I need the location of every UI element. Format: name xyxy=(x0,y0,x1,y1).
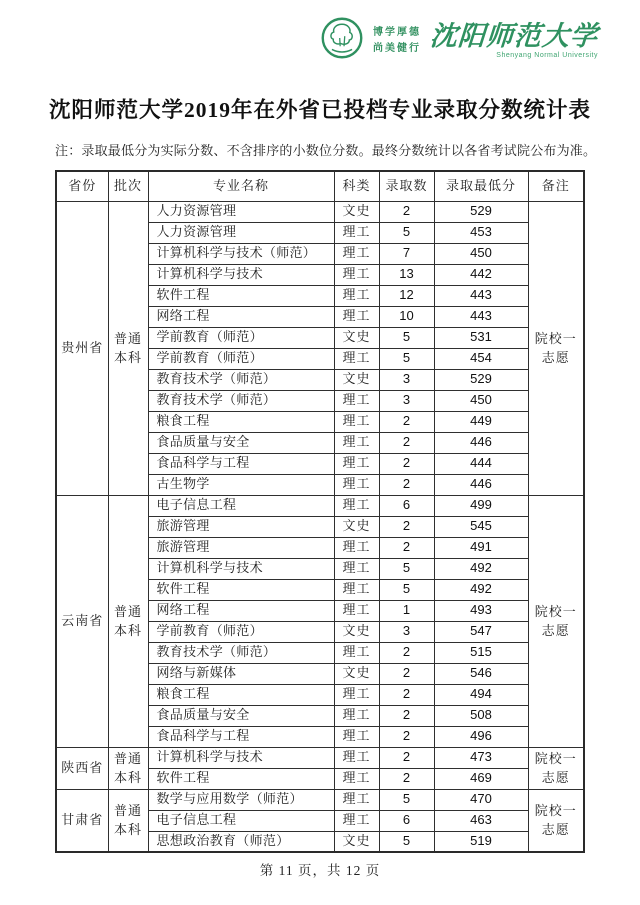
cell-count: 5 xyxy=(379,348,434,369)
header-cell: 省份 xyxy=(56,171,108,201)
cell-min-score: 529 xyxy=(434,369,528,390)
cell-province: 云南省 xyxy=(56,495,108,747)
cell-count: 2 xyxy=(379,768,434,789)
cell-batch: 普通本科 xyxy=(108,789,148,852)
university-name-en: Shenyang Normal University xyxy=(496,52,598,60)
cell-count: 2 xyxy=(379,684,434,705)
cell-count: 2 xyxy=(379,474,434,495)
cell-min-score: 545 xyxy=(434,516,528,537)
cell-major: 计算机科学与技术 xyxy=(148,747,334,768)
cell-min-score: 529 xyxy=(434,201,528,222)
cell-min-score: 515 xyxy=(434,642,528,663)
table-header-row xyxy=(56,171,584,201)
cell-min-score: 453 xyxy=(434,222,528,243)
cell-count: 6 xyxy=(379,495,434,516)
cell-major: 教育技术学（师范） xyxy=(148,390,334,411)
cell-min-score: 444 xyxy=(434,453,528,474)
table-row xyxy=(56,747,584,768)
cell-major: 电子信息工程 xyxy=(148,495,334,516)
cell-count: 10 xyxy=(379,306,434,327)
cell-count: 5 xyxy=(379,558,434,579)
cell-major: 计算机科学与技术 xyxy=(148,264,334,285)
cell-count: 2 xyxy=(379,663,434,684)
cell-major: 电子信息工程 xyxy=(148,810,334,831)
cell-min-score: 499 xyxy=(434,495,528,516)
cell-category: 理工 xyxy=(334,789,379,810)
cell-category: 理工 xyxy=(334,726,379,747)
motto-line-1: 博学厚德 xyxy=(373,27,421,38)
cell-major: 食品科学与工程 xyxy=(148,453,334,474)
table-row xyxy=(56,789,584,810)
cell-major: 数学与应用数学（师范） xyxy=(148,789,334,810)
cell-major: 网络与新媒体 xyxy=(148,663,334,684)
cell-category: 理工 xyxy=(334,642,379,663)
cell-major: 粮食工程 xyxy=(148,684,334,705)
cell-count: 2 xyxy=(379,432,434,453)
cell-category: 理工 xyxy=(334,432,379,453)
cell-remark: 院校一志愿 xyxy=(528,789,584,852)
cell-count: 5 xyxy=(379,222,434,243)
cell-category: 文史 xyxy=(334,369,379,390)
cell-min-score: 446 xyxy=(434,474,528,495)
cell-major: 人力资源管理 xyxy=(148,201,334,222)
cell-min-score: 492 xyxy=(434,579,528,600)
cell-min-score: 492 xyxy=(434,558,528,579)
cell-remark: 院校一志愿 xyxy=(528,747,584,789)
cell-major: 食品科学与工程 xyxy=(148,726,334,747)
cell-count: 2 xyxy=(379,705,434,726)
cell-min-score: 449 xyxy=(434,411,528,432)
cell-min-score: 531 xyxy=(434,327,528,348)
cell-major: 教育技术学（师范） xyxy=(148,642,334,663)
cell-category: 理工 xyxy=(334,411,379,432)
cell-major: 软件工程 xyxy=(148,768,334,789)
cell-major: 学前教育（师范） xyxy=(148,621,334,642)
cell-province: 甘肃省 xyxy=(56,789,108,852)
cell-major: 网络工程 xyxy=(148,306,334,327)
cell-category: 文史 xyxy=(334,516,379,537)
cell-category: 理工 xyxy=(334,474,379,495)
cell-major: 古生物学 xyxy=(148,474,334,495)
cell-category: 理工 xyxy=(334,558,379,579)
cell-min-score: 491 xyxy=(434,537,528,558)
cell-batch: 普通本科 xyxy=(108,495,148,747)
admission-score-table xyxy=(55,170,585,853)
cell-category: 理工 xyxy=(334,768,379,789)
header-cell: 备注 xyxy=(528,171,584,201)
cell-major: 网络工程 xyxy=(148,600,334,621)
cell-count: 3 xyxy=(379,390,434,411)
cell-category: 理工 xyxy=(334,495,379,516)
cell-category: 理工 xyxy=(334,390,379,411)
cell-count: 2 xyxy=(379,537,434,558)
cell-min-score: 496 xyxy=(434,726,528,747)
cell-major: 旅游管理 xyxy=(148,537,334,558)
university-seal-icon xyxy=(320,16,364,65)
cell-major: 软件工程 xyxy=(148,285,334,306)
cell-min-score: 442 xyxy=(434,264,528,285)
note-text: 注：录取最低分为实际分数、不含排序的小数位分数。最终分数统计以各省考试院公布为准。 xyxy=(55,143,597,158)
cell-min-score: 443 xyxy=(434,285,528,306)
cell-min-score: 450 xyxy=(434,390,528,411)
cell-batch: 普通本科 xyxy=(108,747,148,789)
cell-category: 文史 xyxy=(334,621,379,642)
cell-count: 2 xyxy=(379,516,434,537)
cell-count: 1 xyxy=(379,600,434,621)
table-row xyxy=(56,201,584,222)
cell-min-score: 473 xyxy=(434,747,528,768)
cell-count: 5 xyxy=(379,831,434,852)
cell-major: 软件工程 xyxy=(148,579,334,600)
cell-count: 6 xyxy=(379,810,434,831)
cell-count: 12 xyxy=(379,285,434,306)
cell-major: 计算机科学与技术 xyxy=(148,558,334,579)
cell-min-score: 470 xyxy=(434,789,528,810)
motto-line-2: 尚美健行 xyxy=(373,42,421,54)
cell-min-score: 508 xyxy=(434,705,528,726)
cell-category: 文史 xyxy=(334,201,379,222)
cell-category: 理工 xyxy=(334,537,379,558)
cell-category: 理工 xyxy=(334,285,379,306)
cell-batch: 普通本科 xyxy=(108,201,148,495)
cell-major: 思想政治教育（师范） xyxy=(148,831,334,852)
header-cell: 批次 xyxy=(108,171,148,201)
cell-category: 理工 xyxy=(334,222,379,243)
page-number: 第 11 页，共 12 页 xyxy=(259,863,381,878)
header-cell: 录取最低分 xyxy=(434,171,528,201)
cell-count: 3 xyxy=(379,621,434,642)
cell-count: 5 xyxy=(379,579,434,600)
cell-category: 理工 xyxy=(334,453,379,474)
cell-min-score: 446 xyxy=(434,432,528,453)
cell-min-score: 493 xyxy=(434,600,528,621)
cell-min-score: 450 xyxy=(434,243,528,264)
cell-category: 文史 xyxy=(334,663,379,684)
cell-count: 2 xyxy=(379,201,434,222)
header-cell: 录取数 xyxy=(379,171,434,201)
cell-category: 理工 xyxy=(334,705,379,726)
cell-category: 理工 xyxy=(334,264,379,285)
cell-min-score: 494 xyxy=(434,684,528,705)
university-logo xyxy=(320,16,598,65)
cell-major: 人力资源管理 xyxy=(148,222,334,243)
cell-province: 陕西省 xyxy=(56,747,108,789)
cell-count: 7 xyxy=(379,243,434,264)
university-name-block xyxy=(430,22,598,60)
cell-count: 2 xyxy=(379,453,434,474)
cell-category: 理工 xyxy=(334,348,379,369)
cell-category: 理工 xyxy=(334,747,379,768)
cell-min-score: 547 xyxy=(434,621,528,642)
cell-min-score: 454 xyxy=(434,348,528,369)
cell-category: 理工 xyxy=(334,684,379,705)
cell-count: 3 xyxy=(379,369,434,390)
cell-category: 文史 xyxy=(334,327,379,348)
cell-major: 食品质量与安全 xyxy=(148,705,334,726)
cell-major: 食品质量与安全 xyxy=(148,432,334,453)
cell-category: 理工 xyxy=(334,600,379,621)
cell-major: 教育技术学（师范） xyxy=(148,369,334,390)
cell-count: 2 xyxy=(379,726,434,747)
cell-count: 2 xyxy=(379,642,434,663)
cell-major: 学前教育（师范） xyxy=(148,348,334,369)
cell-min-score: 463 xyxy=(434,810,528,831)
cell-min-score: 519 xyxy=(434,831,528,852)
cell-category: 理工 xyxy=(334,579,379,600)
cell-min-score: 443 xyxy=(434,306,528,327)
cell-province: 贵州省 xyxy=(56,201,108,495)
cell-major: 学前教育（师范） xyxy=(148,327,334,348)
cell-count: 2 xyxy=(379,411,434,432)
cell-count: 5 xyxy=(379,327,434,348)
header-cell: 科类 xyxy=(334,171,379,201)
header-cell: 专业名称 xyxy=(148,171,334,201)
cell-category: 理工 xyxy=(334,243,379,264)
page-title: 沈阳师范大学2019年在外省已投档专业录取分数统计表 xyxy=(48,98,591,122)
cell-min-score: 546 xyxy=(434,663,528,684)
cell-category: 文史 xyxy=(334,831,379,852)
cell-remark: 院校一志愿 xyxy=(528,201,584,495)
cell-category: 理工 xyxy=(334,306,379,327)
cell-remark: 院校一志愿 xyxy=(528,495,584,747)
cell-count: 5 xyxy=(379,789,434,810)
cell-major: 计算机科学与技术（师范） xyxy=(148,243,334,264)
cell-count: 13 xyxy=(379,264,434,285)
cell-min-score: 469 xyxy=(434,768,528,789)
university-motto xyxy=(373,25,421,56)
university-name-cn: 沈阳师范大学 xyxy=(429,20,600,51)
cell-major: 旅游管理 xyxy=(148,516,334,537)
cell-category: 理工 xyxy=(334,810,379,831)
cell-count: 2 xyxy=(379,747,434,768)
table-row xyxy=(56,495,584,516)
cell-major: 粮食工程 xyxy=(148,411,334,432)
